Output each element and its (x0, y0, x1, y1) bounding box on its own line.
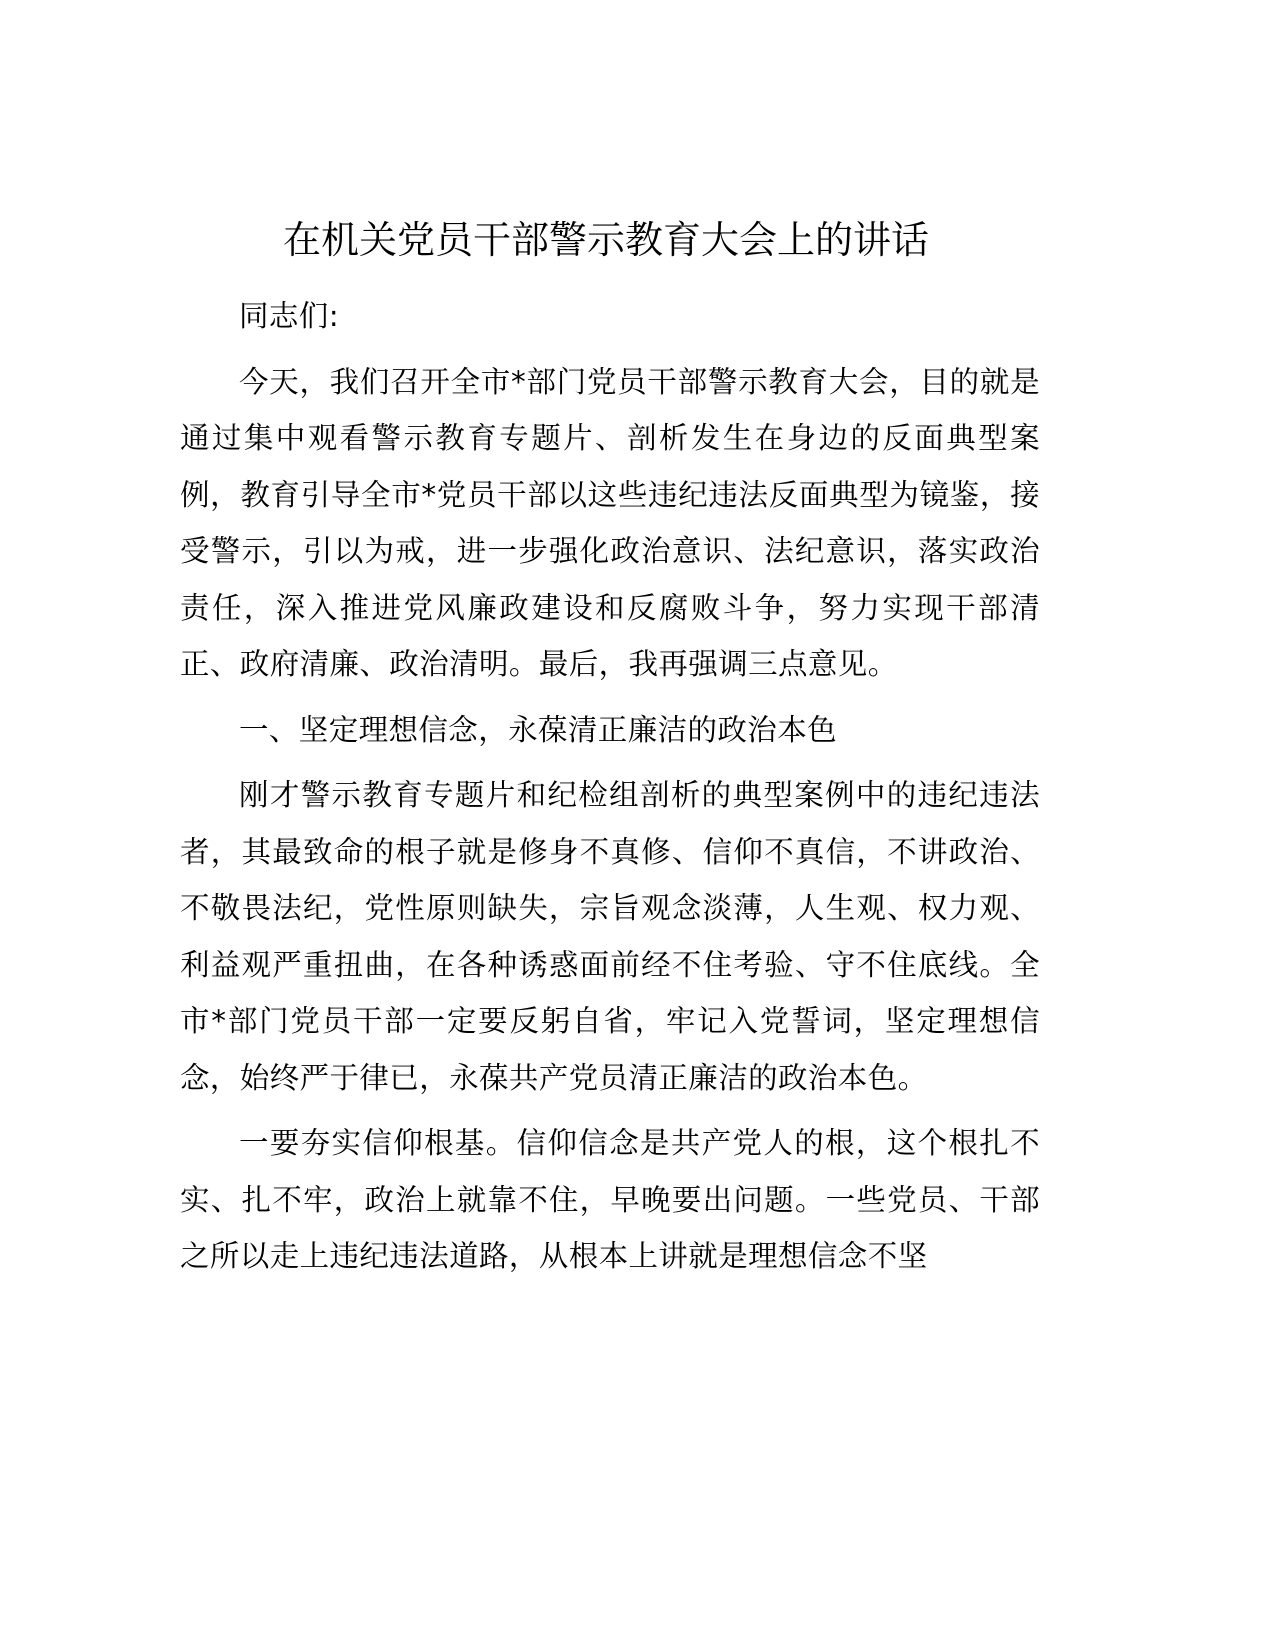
section-heading-1: 一、坚定理想信念，永葆清正廉洁的政治本色 (239, 712, 838, 747)
paragraph-section-1: 刚才警示教育专题片和纪检组剖析的典型案例中的违纪违法者，其最致命的根子就是修身不真修、信仰不真信，不讲政治、不敬畏法纪，党性原则缺失，宗旨观念淡薄，人生观、权力观、利益观严重扭曲，在各种诱惑面前经不住考验、守不住底线。全市*部门党员干部一定要反躬自省，牢记入党誓词，坚定理想信念，始终严于律已，永葆共产党员清正廉洁的政治本色。 (180, 778, 1040, 1095)
paragraph-intro: 今天，我们召开全市*部门党员干部警示教育大会，目的就是通过集中观看警示教育专题片、剖析发生在身边的反面典型案例，教育引导全市*党员干部以这些违纪违法反面典型为镜鉴，接受警示，引以为戒，进一步强化政治意识、法纪意识，落实政治责任，深入推进党风廉政建设和反腐败斗争，努力实现干部清正、政府清廉、政治清明。最后，我再强调三点意见。 (180, 364, 1040, 681)
document-body (180, 288, 1040, 1285)
paragraph-point-1: 一要夯实信仰根基。信仰信念是共产党人的根，这个根扎不实、扎不牢，政治上就靠不住，早晚要出问题。一些党员、干部之所以走上违纪违法道路，从根本上讲就是理想信念不坚 (180, 1126, 1040, 1273)
document-title: 在机关党员干部警示教育大会上的讲话 (282, 218, 929, 262)
salutation: 同志们: (239, 299, 340, 333)
